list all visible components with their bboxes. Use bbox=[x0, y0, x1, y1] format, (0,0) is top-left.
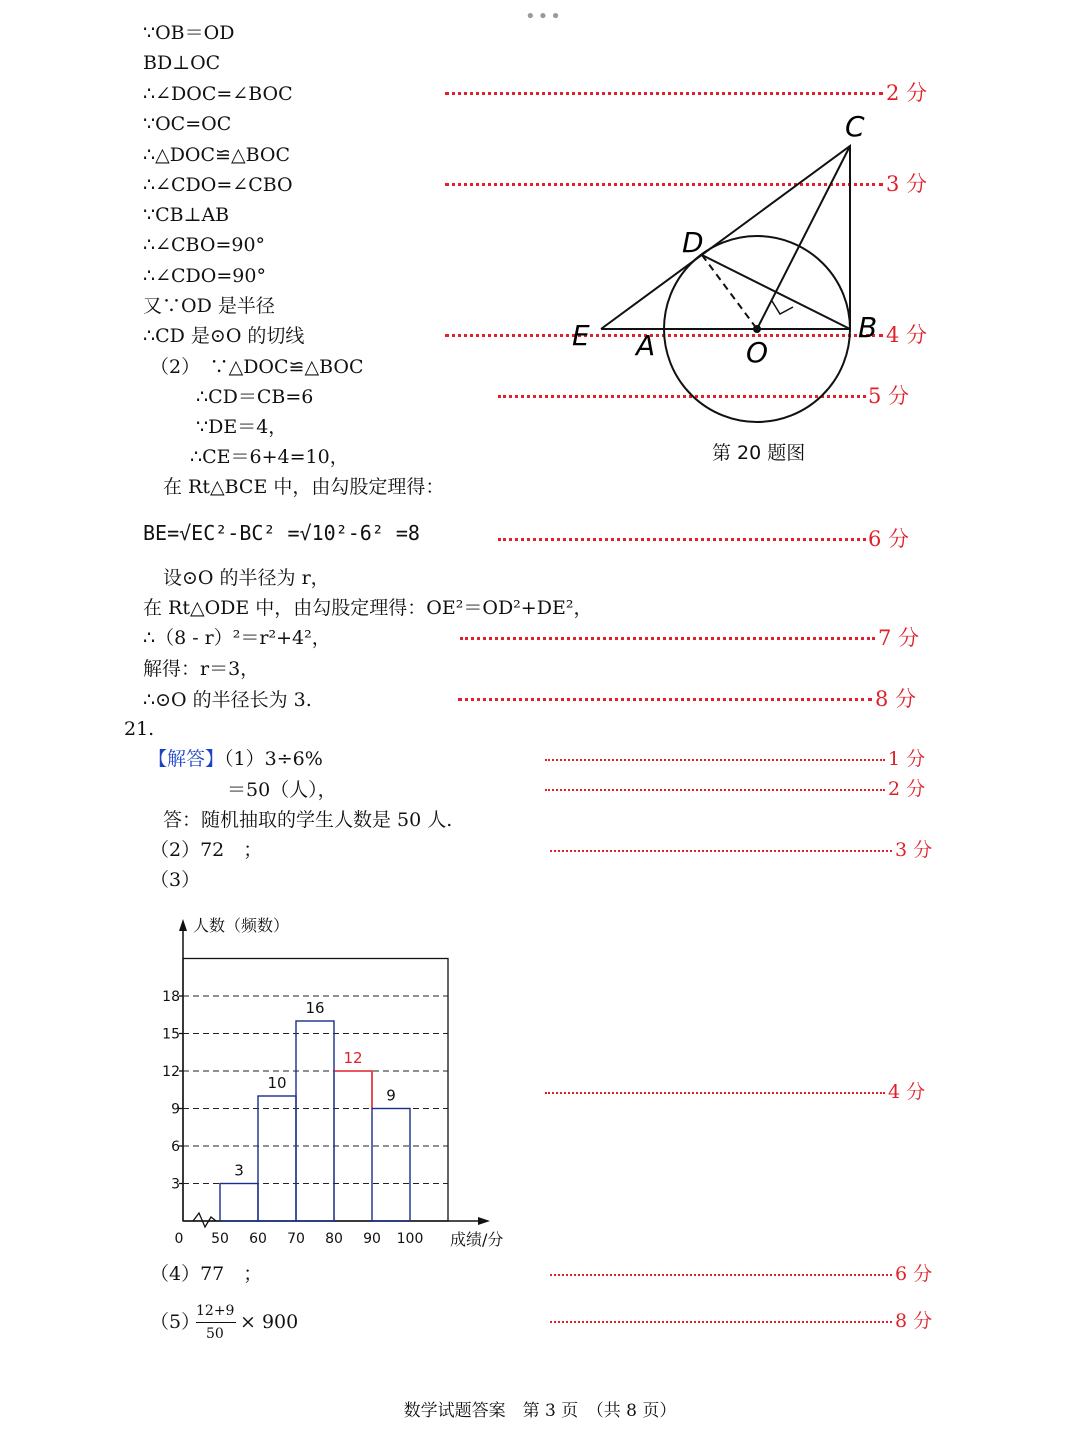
label-c: C bbox=[845, 110, 865, 143]
q21-part1b: ＝50（人）， bbox=[227, 779, 337, 801]
q21-part5-label: （5） bbox=[150, 1311, 201, 1333]
page-footer: 数学试题答案 第 3 页 （共 8 页） bbox=[403, 1401, 677, 1421]
score-leader bbox=[545, 789, 885, 791]
y-axis-arrow bbox=[179, 919, 187, 931]
q21-answer: 答：随机抽取的学生人数是 50 人. bbox=[163, 809, 453, 831]
score-mark: 4 分 bbox=[886, 323, 928, 347]
segment-od bbox=[702, 255, 757, 329]
proof-line: 又∵OD 是半径 bbox=[143, 295, 275, 317]
x-axis-arrow bbox=[478, 1217, 490, 1225]
proof-line: ∴⊙O 的半径长为 3. bbox=[143, 689, 312, 711]
y-tick-label: 18 bbox=[162, 989, 180, 1005]
q21-part5-tail: × 900 bbox=[240, 1311, 299, 1333]
score-mark: 8 分 bbox=[875, 687, 917, 711]
triangle-ecb bbox=[601, 146, 850, 329]
x-axis-label: 成绩/分 bbox=[450, 1230, 504, 1249]
label-a: A bbox=[636, 329, 656, 362]
jieda-label: 【解答】 bbox=[148, 748, 225, 770]
proof-line: 解得：r＝3， bbox=[143, 658, 260, 680]
y-tick-label: 9 bbox=[171, 1101, 180, 1118]
score-leader bbox=[460, 637, 875, 640]
label-o: O bbox=[746, 336, 769, 369]
bar-value-label: 3 bbox=[234, 1161, 244, 1180]
y-axis-label: 人数（频数） bbox=[193, 916, 290, 935]
proof-line: （2） ∵△DOC≌△BOC bbox=[150, 356, 364, 378]
label-d: D bbox=[682, 226, 704, 259]
axis-break bbox=[193, 1213, 216, 1227]
score-leader bbox=[550, 1274, 892, 1276]
x-tick-label: 100 bbox=[396, 1231, 424, 1247]
score-mark: 7 分 bbox=[878, 626, 920, 650]
proof-line: ∴CE＝6+4=10， bbox=[190, 446, 349, 468]
point-o bbox=[753, 325, 761, 333]
bar-value-label: 10 bbox=[267, 1074, 287, 1092]
histogram-bar bbox=[258, 1096, 296, 1221]
q21-part4: （4）77 ； bbox=[150, 1263, 263, 1285]
geometry-figure bbox=[0, 0, 1080, 440]
bar-value-label: 12 bbox=[343, 1049, 363, 1067]
q21-part1a-text: （1）3÷6% bbox=[224, 748, 323, 770]
score-mark: 5 分 bbox=[868, 384, 910, 408]
proof-line: ∵OB＝OD bbox=[143, 22, 235, 44]
bar-value-label: 9 bbox=[386, 1086, 396, 1105]
proof-line: BD⊥OC bbox=[143, 52, 221, 74]
q21-part2: （2）72 ； bbox=[150, 839, 263, 861]
right-angle-mark bbox=[772, 301, 793, 314]
score-mark: 2 分 bbox=[888, 778, 926, 800]
segment-db bbox=[702, 255, 850, 329]
score-mark: 6 分 bbox=[895, 1263, 933, 1285]
histogram-bar bbox=[296, 1021, 334, 1221]
score-mark: 1 分 bbox=[888, 748, 926, 770]
figure-caption: 第 20 题图 bbox=[712, 442, 806, 464]
histogram-bar-highlight bbox=[334, 1071, 372, 1109]
proof-line: ∵CB⊥AB bbox=[143, 204, 230, 226]
score-mark: 3 分 bbox=[895, 839, 933, 861]
x-tick-label: 80 bbox=[325, 1231, 343, 1247]
x-tick-label: 70 bbox=[287, 1231, 305, 1247]
histogram-chart bbox=[150, 905, 530, 1255]
score-mark: 2 分 bbox=[886, 81, 928, 105]
y-tick-label: 12 bbox=[162, 1064, 180, 1080]
proof-line: ∴∠CDO=90° bbox=[143, 265, 266, 287]
q21-part1a bbox=[148, 747, 323, 771]
label-b: B bbox=[858, 311, 878, 344]
y-tick-label: 15 bbox=[162, 1026, 180, 1043]
score-leader bbox=[545, 1092, 885, 1094]
label-e: E bbox=[572, 319, 590, 352]
x-tick-label: 60 bbox=[249, 1231, 267, 1247]
proof-line: ∴∠CDO=∠CBO bbox=[143, 174, 293, 196]
proof-line: ∴（8 - r）²＝r²+4²， bbox=[143, 627, 331, 649]
score-leader bbox=[498, 538, 866, 541]
proof-line: ∵OC=OC bbox=[143, 113, 232, 135]
proof-line: ∵DE＝4， bbox=[196, 416, 288, 438]
proof-line: 在 Rt△BCE 中，由勾股定理得： bbox=[163, 476, 445, 498]
proof-line: 在 Rt△ODE 中，由勾股定理得：OE²＝OD²+DE²， bbox=[143, 597, 593, 619]
score-mark: 4 分 bbox=[888, 1081, 926, 1103]
y-tick-label: 6 bbox=[171, 1139, 180, 1155]
score-leader bbox=[545, 759, 885, 761]
bar-value-label: 16 bbox=[305, 999, 325, 1017]
score-mark: 3 分 bbox=[886, 172, 928, 196]
proof-line: ∴△DOC≌△BOC bbox=[143, 144, 291, 166]
proof-line: ∴CD＝CB=6 bbox=[196, 386, 314, 408]
score-mark: 6 分 bbox=[868, 527, 910, 551]
score-leader bbox=[550, 850, 892, 852]
histogram-bar bbox=[220, 1184, 258, 1222]
score-mark: 8 分 bbox=[895, 1310, 933, 1332]
chart-frame bbox=[183, 959, 448, 1222]
fraction-bar bbox=[196, 1322, 236, 1323]
proof-line: ∴∠DOC=∠BOC bbox=[143, 83, 293, 105]
y-tick-label: 3 bbox=[171, 1176, 180, 1193]
q21-part3: （3） bbox=[150, 869, 201, 891]
x-tick-label: 90 bbox=[363, 1231, 381, 1247]
proof-line: ∴∠CBO=90° bbox=[143, 234, 266, 256]
fraction-numerator: 12+9 bbox=[196, 1303, 235, 1319]
score-leader bbox=[550, 1321, 892, 1323]
score-leader bbox=[458, 698, 872, 701]
formula-be: BE=√EC²-BC² =√10²-6² =8 bbox=[143, 521, 420, 545]
x-tick-label: 0 bbox=[174, 1231, 184, 1247]
more-menu-icon[interactable]: ••• bbox=[525, 6, 563, 27]
proof-line: ∴CD 是⊙O 的切线 bbox=[143, 325, 305, 347]
x-tick-label: 50 bbox=[211, 1231, 229, 1247]
proof-line: 设⊙O 的半径为 r， bbox=[163, 567, 330, 589]
histogram-bar bbox=[372, 1109, 410, 1222]
fraction-denominator: 50 bbox=[206, 1326, 224, 1342]
question-number: 21. bbox=[124, 718, 155, 740]
